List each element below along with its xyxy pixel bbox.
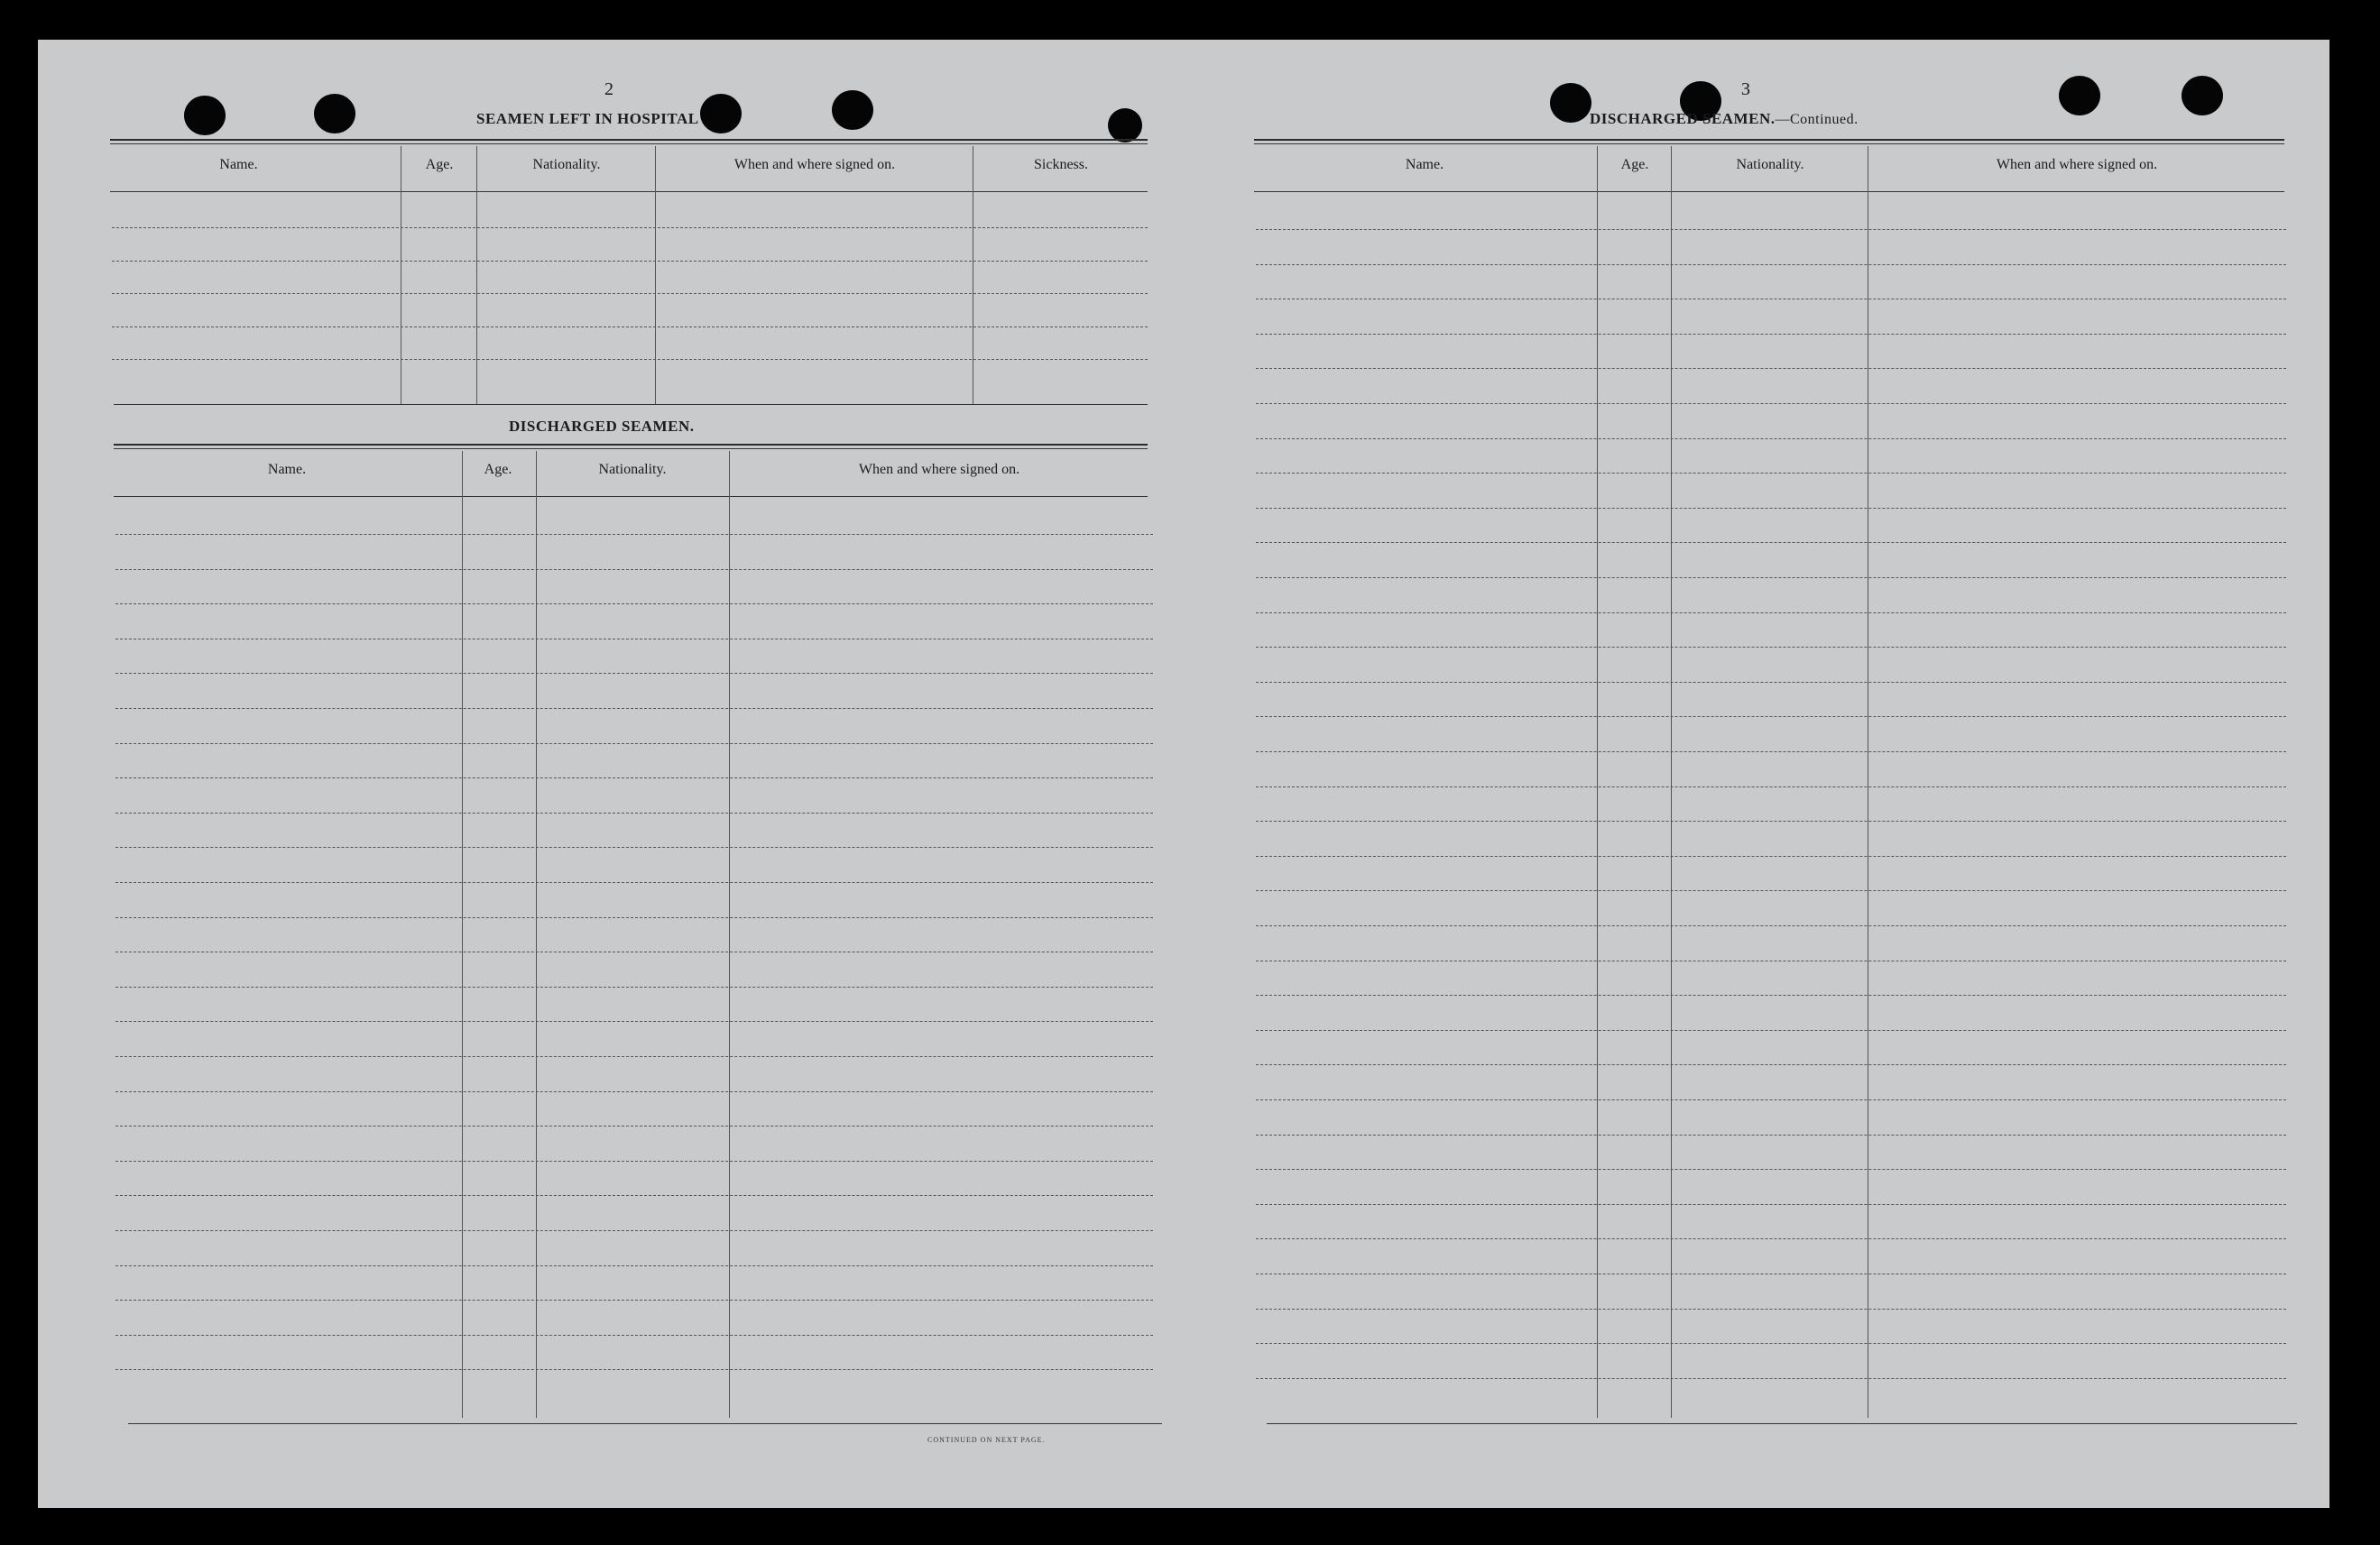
ruled-line [1256,1238,2286,1239]
ruled-line [1256,542,2286,543]
ruled-line [1256,612,2286,613]
ruled-line [1256,1204,2286,1205]
hospital-col-name: Name. [219,157,258,172]
ruled-line [1256,821,2286,822]
ruled-line [1256,716,2286,717]
ruled-line [112,261,1148,262]
discharged-header-rule [114,496,1148,497]
ruled-line [1256,438,2286,439]
ruled-line [112,326,1148,327]
ruled-line [1256,751,2286,752]
discharged-col-age: Age. [484,462,512,477]
hospital-col-sickness: Sickness. [1034,157,1088,172]
ruled-line [1256,856,2286,857]
discharged-col-divider [729,451,730,1418]
hospital-section-title: SEAMEN LEFT IN HOSPITAL [476,110,699,127]
right-col-name: Name. [1405,157,1444,172]
punch-hole [1550,83,1591,123]
ruled-line [115,569,1153,570]
punch-hole [2059,76,2100,115]
ruled-line [115,1300,1153,1301]
ruled-line [1256,473,2286,474]
ruled-line [1256,264,2286,265]
punch-hole [314,94,355,133]
hospital-col-age: Age. [425,157,454,172]
ruled-line [112,227,1148,228]
ruled-line [1256,1064,2286,1065]
form-sheet [38,40,2329,1508]
ruled-line [112,359,1148,360]
ruled-line [115,1335,1153,1336]
hospital-header-rule [110,191,1148,192]
right-top-rule [1254,139,2284,141]
hospital-col-divider [476,146,477,404]
punch-hole [2182,76,2223,115]
left-bottom-rule [128,1423,1162,1424]
right-col-divider [1597,146,1598,1418]
ruled-line [1256,403,2286,404]
ruled-line [115,1265,1153,1266]
ruled-line [1256,368,2286,369]
ruled-line [115,813,1153,814]
hospital-col-divider [655,146,656,404]
punch-hole [700,94,742,133]
ruled-line [115,1126,1153,1127]
right-bottom-rule [1267,1423,2297,1424]
ruled-line [115,743,1153,744]
ruled-line [115,534,1153,535]
discharged-col-signed-on: When and where signed on. [858,462,1020,477]
right-section-title [1590,110,1859,128]
ruled-line [1256,577,2286,578]
ruled-line [115,882,1153,883]
ruled-line [115,777,1153,778]
right-title-main: DISCHARGED SEAMEN. [1590,110,1776,127]
discharged-col-nationality: Nationality. [598,462,667,477]
ruled-line [115,1021,1153,1022]
ruled-line [115,1195,1153,1196]
hospital-top-rule-2 [110,143,1148,144]
right-title-suffix: —Continued. [1775,112,1859,127]
ruled-line [1256,1169,2286,1170]
hospital-col-signed-on: When and where signed on. [733,157,896,172]
ruled-line [115,603,1153,604]
ruled-line [1256,925,2286,926]
discharged-top-rule [114,444,1148,446]
ruled-line [1256,334,2286,335]
right-col-divider [1671,146,1672,1418]
discharged-col-name: Name. [267,462,307,477]
right-page-number: 3 [1741,79,1750,99]
discharged-col-divider [462,451,463,1418]
ruled-line [1256,508,2286,509]
right-col-nationality: Nationality. [1736,157,1804,172]
ruled-line [115,987,1153,988]
ruled-line [1256,1343,2286,1344]
punch-hole [832,90,873,130]
right-header-rule [1254,191,2284,192]
ruled-line [115,1091,1153,1092]
hospital-bottom-rule [114,404,1148,405]
ruled-line [1256,995,2286,996]
discharged-section-title: DISCHARGED SEAMEN. [509,418,695,435]
punch-hole [1108,108,1142,143]
ruled-line [1256,1378,2286,1379]
ruled-line [115,673,1153,674]
ruled-line [115,1230,1153,1231]
left-page-number: 2 [604,79,613,99]
hospital-top-rule [110,139,1148,141]
ruled-line [115,708,1153,709]
ruled-line [1256,1135,2286,1136]
ruled-line [1256,1099,2286,1100]
right-col-signed-on: When and where signed on. [1996,157,2158,172]
ruled-line [1256,647,2286,648]
discharged-col-divider [536,451,537,1418]
hospital-col-nationality: Nationality. [532,157,601,172]
continued-footer: CONTINUED ON NEXT PAGE. [927,1436,1046,1444]
ruled-line [1256,890,2286,891]
right-col-age: Age. [1620,157,1649,172]
ruled-line [112,293,1148,294]
ruled-line [115,847,1153,848]
ruled-line [1256,1309,2286,1310]
ruled-line [115,917,1153,918]
ruled-line [115,1369,1153,1370]
punch-hole [184,96,226,135]
right-top-rule-2 [1254,143,2284,144]
discharged-top-rule-2 [114,448,1148,449]
ruled-line [1256,1030,2286,1031]
ruled-line [1256,786,2286,787]
ruled-line [1256,682,2286,683]
ruled-line [1256,229,2286,230]
ruled-line [115,1161,1153,1162]
ruled-line [115,1056,1153,1057]
